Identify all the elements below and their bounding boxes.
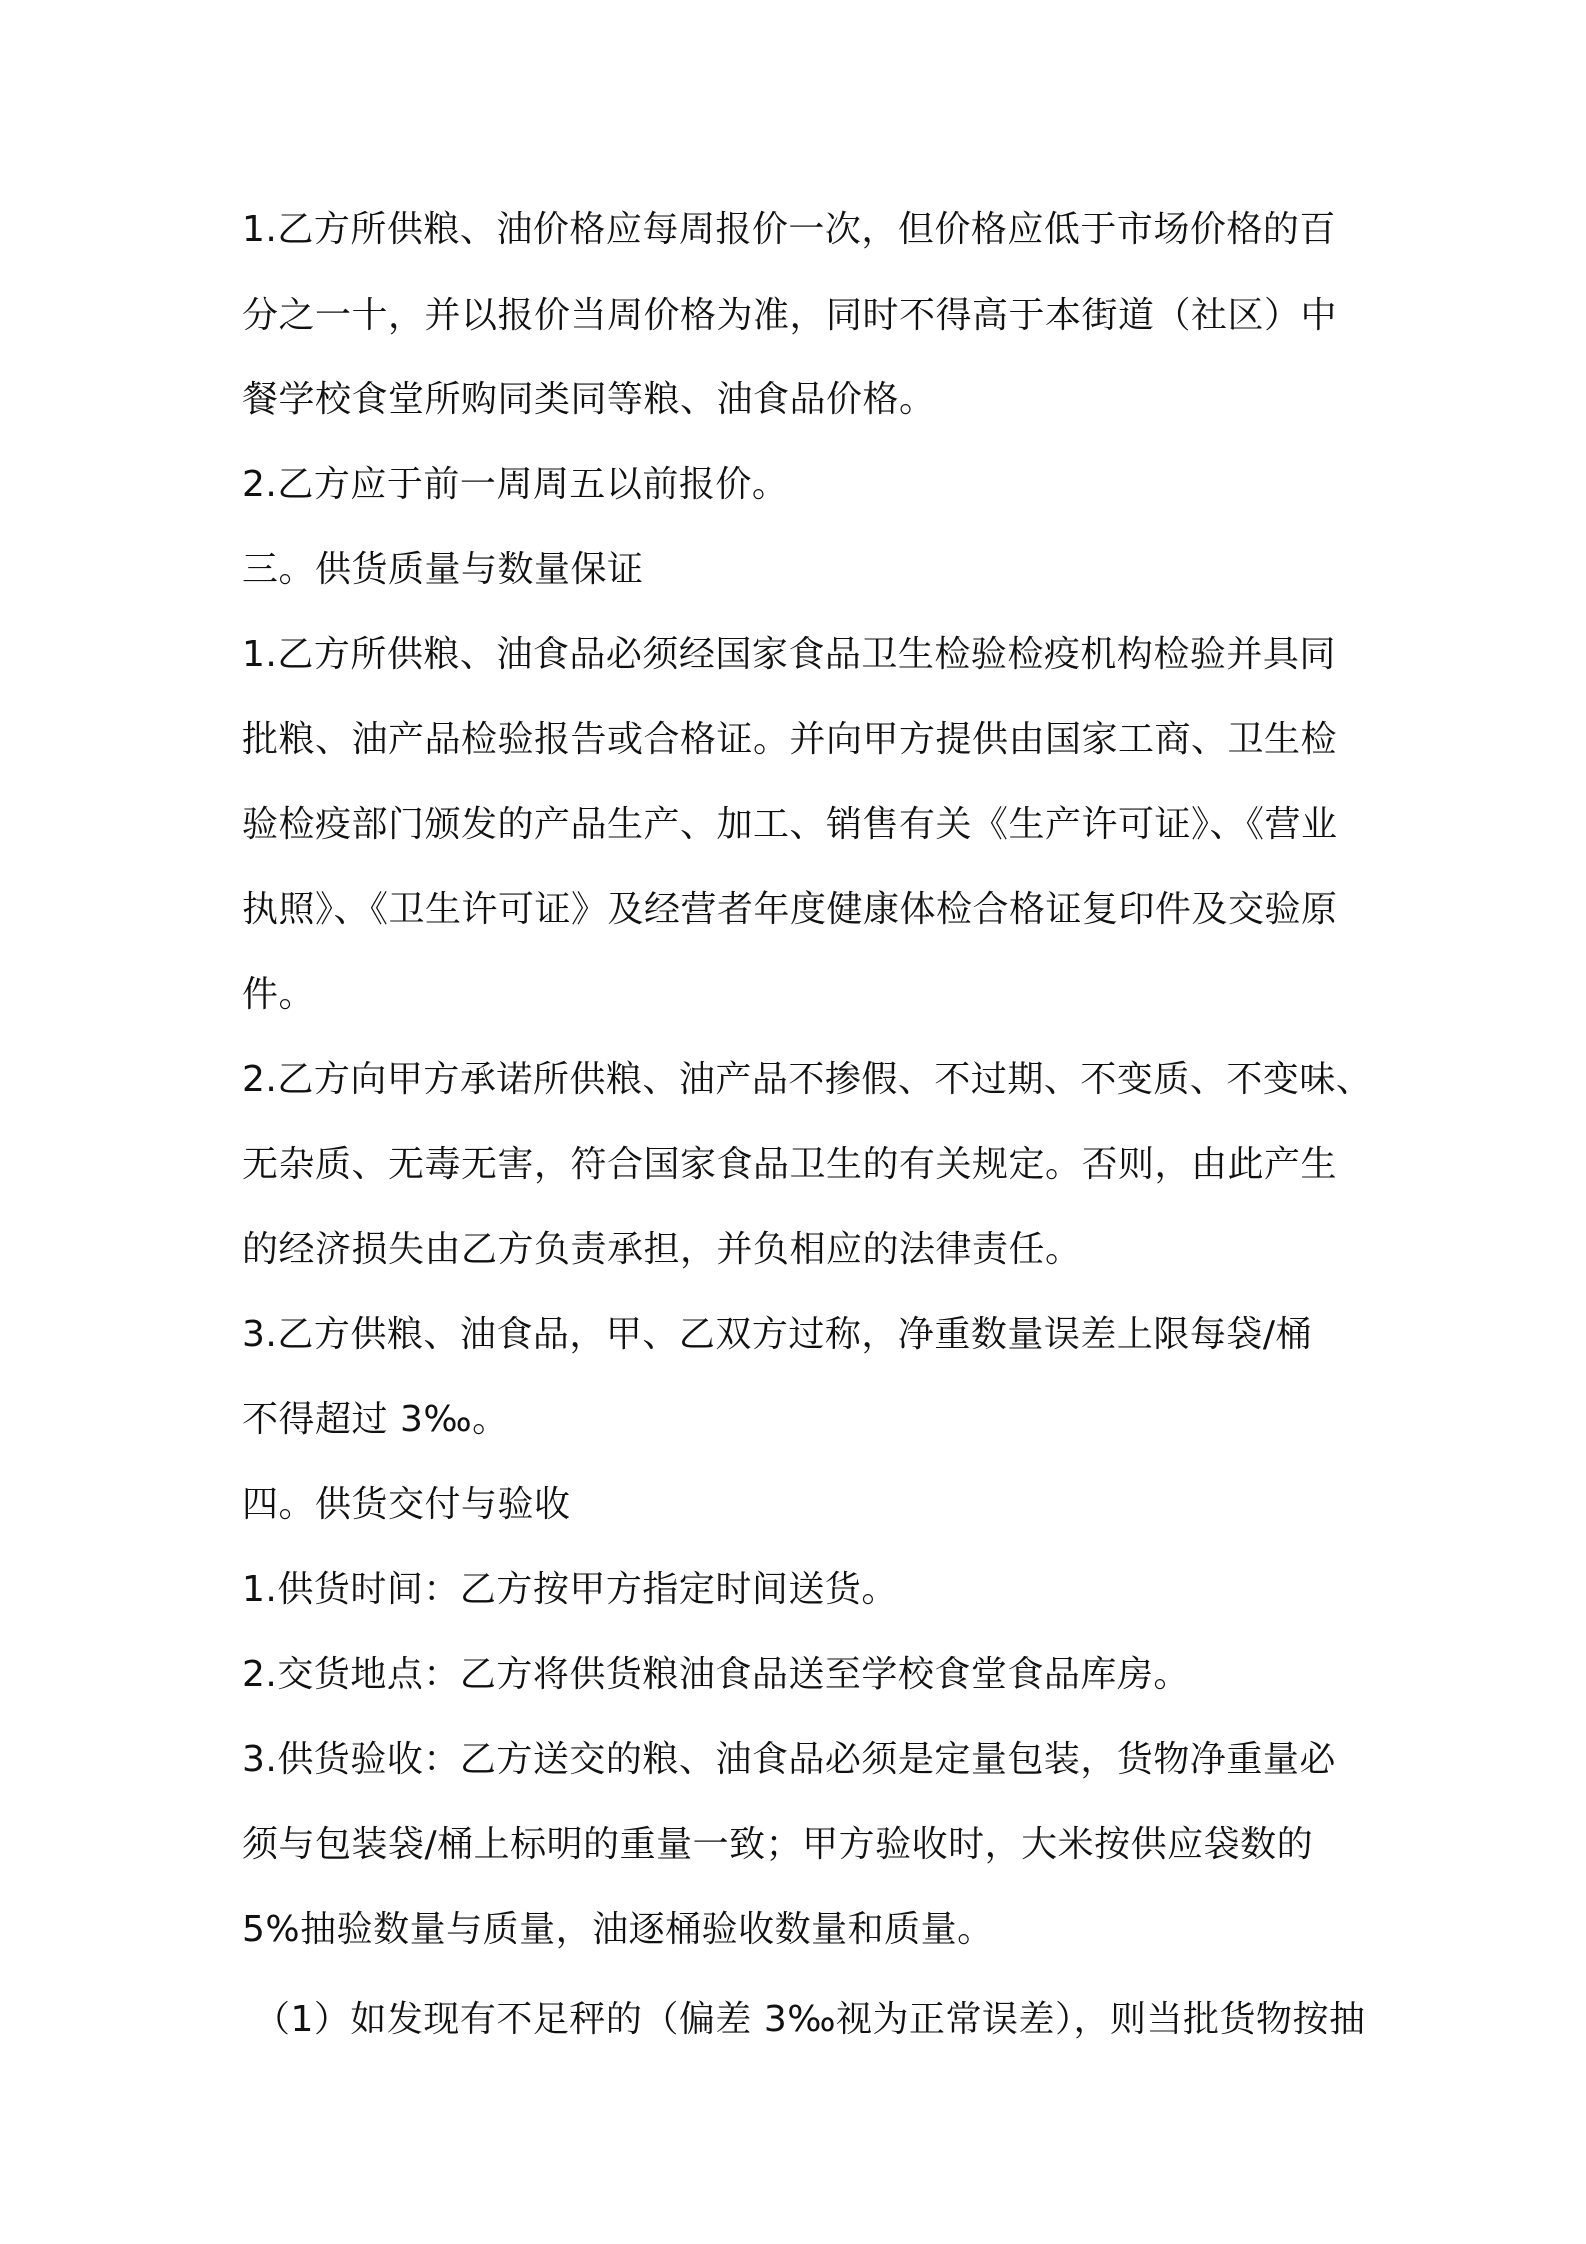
section-heading: 四。供货交付与验收 bbox=[242, 1484, 571, 1525]
text-line: 分之一十，并以报价当周价格为准，同时不得高于本街道（社区）中 bbox=[242, 295, 1338, 336]
text-line: 2.乙方向甲方承诺所供粮、油产品不掺假、不过期、不变质、不变味、 bbox=[242, 1059, 1373, 1100]
section-heading: 三。供货质量与数量保证 bbox=[242, 549, 644, 590]
text-line: 3.供货验收：乙方送交的粮、油食品必须是定量包装，货物净重量必 bbox=[242, 1739, 1336, 1780]
text-line: （1）如发现有不足秤的（偏差 3‰视为正常误差），则当批货物按抽 bbox=[254, 1999, 1366, 2040]
text-line: 1.乙方所供粮、油价格应每周报价一次，但价格应低于市场价格的百 bbox=[242, 209, 1336, 250]
text-line: 批粮、油产品检验报告或合格证。并向甲方提供由国家工商、卫生检 bbox=[242, 719, 1338, 760]
text-line: 的经济损失由乙方负责承担，并负相应的法律责任。 bbox=[242, 1229, 1082, 1270]
text-line: 1.乙方所供粮、油食品必须经国家食品卫生检验检疫机构检验并具同 bbox=[242, 634, 1336, 675]
text-line: 件。 bbox=[242, 974, 316, 1015]
text-line: 3.乙方供粮、油食品，甲、乙双方过称，净重数量误差上限每袋/桶 bbox=[242, 1314, 1312, 1355]
text-line: 5%抽验数量与质量，油逐桶验收数量和质量。 bbox=[242, 1909, 994, 1950]
text-line: 不得超过 3‰。 bbox=[242, 1399, 509, 1440]
text-line: 1.供货时间：乙方按甲方指定时间送货。 bbox=[242, 1569, 898, 1610]
text-line: 验检疫部门颁发的产品生产、加工、销售有关《生产许可证》、《营业 bbox=[242, 804, 1338, 845]
text-line: 无杂质、无毒无害，符合国家食品卫生的有关规定。否则，由此产生 bbox=[242, 1144, 1338, 1185]
text-line: 2.乙方应于前一周周五以前报价。 bbox=[242, 464, 789, 505]
text-line: 须与包装袋/桶上标明的重量一致；甲方验收时，大米按供应袋数的 bbox=[242, 1824, 1314, 1865]
text-line: 2.交货地点：乙方将供货粮油食品送至学校食堂食品库房。 bbox=[242, 1654, 1190, 1695]
text-line: 餐学校食堂所购同类同等粮、油食品价格。 bbox=[242, 379, 936, 420]
text-line: 执照》、《卫生许可证》及经营者年度健康体检合格证复印件及交验原 bbox=[242, 889, 1338, 930]
